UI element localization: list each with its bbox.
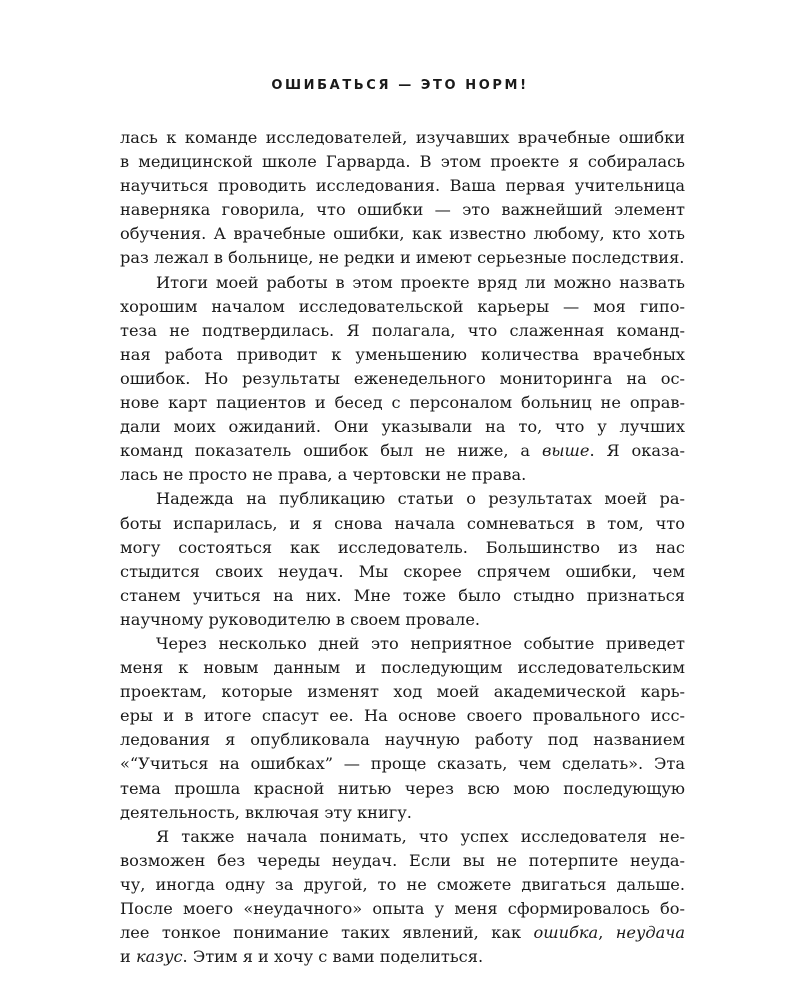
italic-text: казус	[135, 947, 183, 967]
text-segment: . Я оказа-	[589, 441, 685, 461]
text-line	[120, 246, 685, 270]
text-line	[120, 391, 685, 415]
text-line	[120, 512, 685, 536]
text-segment: тема прошла красной нитью через всю мою последующую	[120, 778, 685, 798]
paragraph	[120, 825, 685, 970]
text-segment: станем учиться на них. Мне тоже было стыдно признаться	[120, 585, 685, 605]
text-line	[120, 319, 685, 343]
text-line	[120, 439, 685, 463]
text-segment: Итоги моей работы в этом проекте вряд ли можно назвать	[156, 272, 685, 292]
text-segment: могу состояться как исследователь. Большинство из нас	[120, 537, 685, 557]
text-line	[120, 126, 685, 150]
text-segment: ошибок. Но результаты еженедельного мониторинга на ос-	[120, 368, 685, 388]
text-segment: чу, иногда одну за другой, то не сможете двигаться дальше.	[120, 874, 685, 894]
text-line	[120, 632, 685, 656]
text-line	[120, 271, 685, 295]
text-segment: лась к команде исследователей, изучавших врачебные ошибки	[120, 128, 685, 147]
text-line	[120, 560, 685, 584]
text-line	[120, 801, 685, 825]
text-line	[120, 777, 685, 801]
text-line	[120, 174, 685, 198]
text-segment: «“Учиться на ошибках” — проще сказать, чем сделать». Эта	[120, 754, 685, 774]
text-segment: нове карт пациентов и бесед с персоналом больниц не оправ-	[120, 393, 685, 413]
running-title: ОШИБАТЬСЯ — ЭТО НОРМ!	[271, 78, 529, 93]
text-segment: теза не подтвердилась. Я полагала, что слаженная команд-	[120, 320, 685, 340]
text-segment: лась не просто не права, а чертовски не права.	[120, 465, 527, 485]
text-line	[120, 825, 685, 849]
text-line	[120, 873, 685, 897]
text-line	[120, 295, 685, 319]
text-line	[120, 656, 685, 680]
text-segment: еры и в итоге спасут ее. На основе своего провального исс-	[120, 706, 685, 726]
text-line	[120, 897, 685, 921]
italic-text: выше	[541, 441, 590, 461]
text-segment: Надежда на публикацию статьи о результатах моей ра-	[156, 489, 685, 509]
italic-text: неудача	[615, 923, 685, 943]
text-segment: . Этим я и хочу с вами поделиться.	[182, 947, 484, 967]
paragraph	[120, 271, 685, 488]
text-segment: обучения. А врачебные ошибки, как известно любому, кто хоть	[120, 224, 685, 244]
paragraph	[120, 126, 685, 271]
text-segment: стыдится своих неудач. Мы скорее спрячем ошибки, чем	[120, 561, 685, 581]
text-line	[120, 343, 685, 367]
text-segment: хорошим началом исследовательской карьеры — моя гипо-	[120, 296, 685, 316]
text-line	[120, 584, 685, 608]
text-segment: Я также начала понимать, что успех исследователя не-	[156, 826, 685, 846]
text-segment: ледования я опубликовала научную работу под названием	[120, 730, 685, 750]
text-segment: боты испарилась, и я снова начала сомневаться в том, что	[120, 513, 685, 533]
body-text	[120, 126, 685, 969]
text-line	[120, 608, 685, 632]
text-segment: раз лежал в больнице, не редки и имеют серьезные последствия.	[120, 248, 685, 268]
text-segment: лее тонкое понимание таких явлений, как	[120, 923, 534, 943]
text-line	[120, 487, 685, 511]
text-segment: возможен без череды неудач. Если вы не потерпите неуда-	[120, 850, 685, 870]
text-segment: ная работа приводит к уменьшению количества врачебных	[120, 344, 685, 364]
text-segment: и	[120, 947, 136, 967]
text-segment: Через несколько дней это неприятное событие приведет	[156, 633, 685, 653]
text-line	[120, 752, 685, 776]
text-segment: проектам, которые изменят ход моей академической карь-	[120, 682, 685, 702]
text-segment: научному руководителю в своем провале.	[120, 609, 481, 629]
text-line	[120, 680, 685, 704]
text-segment: После моего «неудачного» опыта у меня сформировалось бо-	[120, 899, 685, 918]
text-segment: ,	[598, 923, 616, 943]
text-line	[120, 921, 685, 945]
text-segment: команд показатель ошибок был не ниже, а	[120, 441, 542, 461]
paragraph	[120, 487, 685, 632]
text-segment: меня к новым данным и последующим исследовательским	[120, 658, 685, 678]
text-segment: дали моих ожиданий. Они указывали на то, что у лучших	[120, 417, 685, 437]
text-line	[120, 728, 685, 752]
text-line	[120, 536, 685, 560]
text-line	[120, 198, 685, 222]
text-segment: в медицинской школе Гарварда. В этом проекте я собиралась	[120, 152, 685, 172]
text-line	[120, 945, 685, 969]
text-segment: деятельность, включая эту книгу.	[120, 802, 412, 822]
text-segment: научиться проводить исследования. Ваша первая учительница	[120, 176, 685, 196]
text-line	[120, 415, 685, 439]
italic-text: ошибка	[533, 923, 599, 943]
text-line	[120, 704, 685, 728]
text-line	[120, 150, 685, 174]
text-line	[120, 463, 685, 487]
text-line	[120, 222, 685, 246]
text-line	[120, 367, 685, 391]
paragraph	[120, 632, 685, 825]
text-segment: наверняка говорила, что ошибки — это важнейший элемент	[120, 200, 685, 220]
text-line	[120, 849, 685, 873]
